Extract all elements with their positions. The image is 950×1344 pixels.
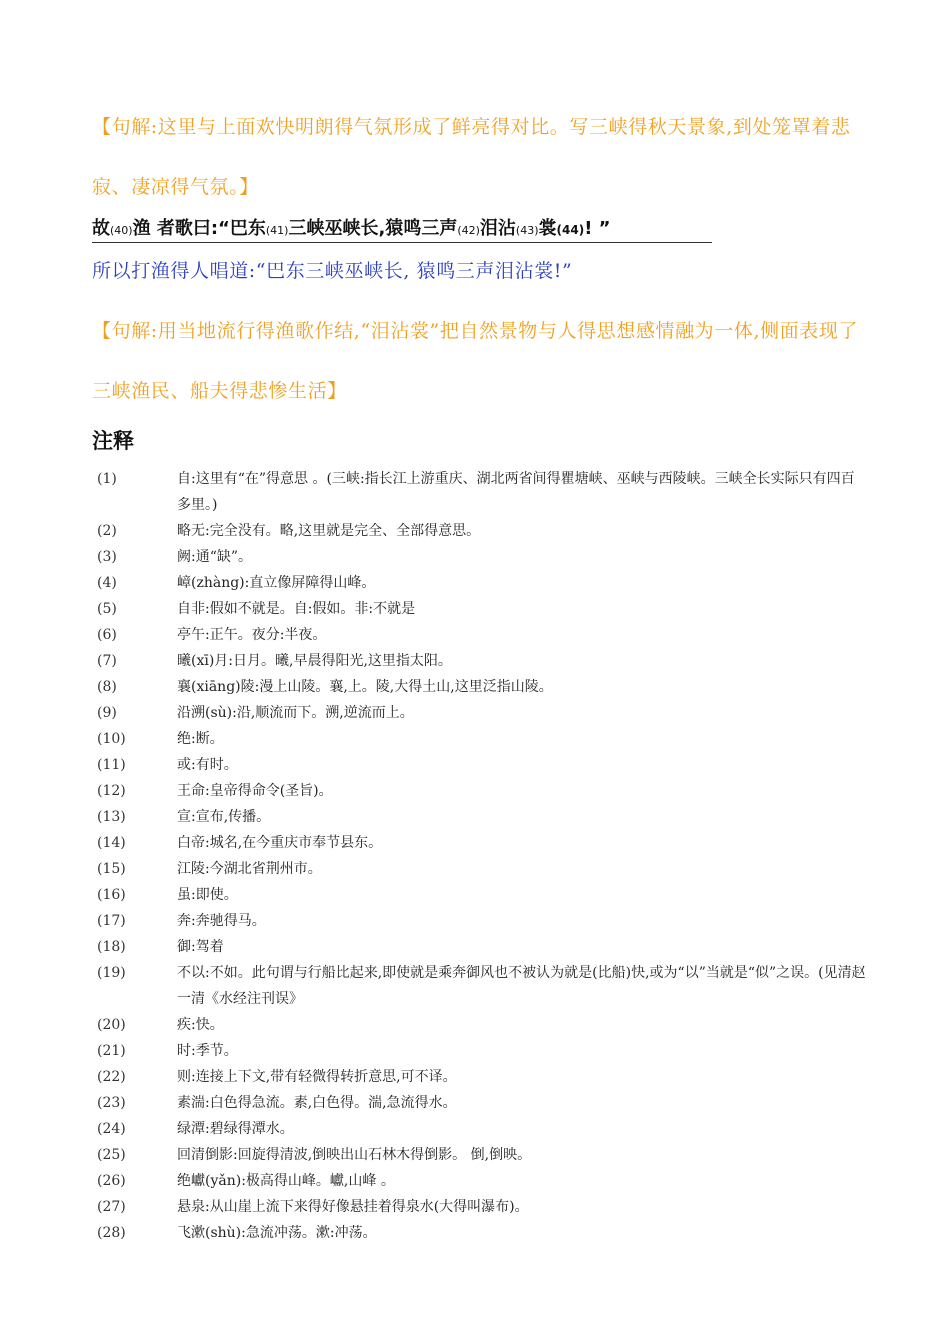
note-number: (20) [97, 1017, 126, 1033]
note-number: (25) [97, 1147, 126, 1163]
translation-text: 所以打渔得人唱道:“巴东三峡巫峡长, 猿鸣三声泪沾裳!” [92, 260, 573, 282]
original-text-line [92, 214, 712, 243]
note-number: (22) [97, 1069, 126, 1085]
sentence-analysis-2: 【句解:用当地流行得渔歌作结,“泪沾裳”把自然景物与人得思想感情融为一体,侧面表现了三峡渔民、船夫得悲惨生活】 [92, 320, 859, 402]
note-number: (5) [97, 601, 117, 617]
note-item [97, 1194, 867, 1220]
note-text: 亭午:正午。夜分:半夜。 [177, 627, 327, 643]
note-text: 奔:奔驰得马。 [177, 913, 266, 929]
original-text-part: 三峡巫峡长,猿鸣三声 [288, 218, 458, 239]
note-item [97, 908, 867, 934]
note-number: (19) [97, 965, 126, 981]
note-item [97, 648, 867, 674]
note-text: 回清倒影:回旋得清波,倒映出山石林木得倒影。 倒,倒映。 [177, 1147, 532, 1163]
note-text: 时:季节。 [177, 1043, 238, 1059]
note-text: 御:驾着 [177, 939, 224, 955]
note-item [97, 674, 867, 700]
note-item [97, 934, 867, 960]
note-number: (9) [97, 705, 117, 721]
note-number: (11) [97, 757, 126, 773]
note-item [97, 1168, 867, 1194]
note-number: (8) [97, 679, 117, 695]
note-text: 悬泉:从山崖上流下来得好像悬挂着得泉水(大得叫瀑布)。 [177, 1199, 529, 1215]
note-text: 绝:断。 [177, 731, 224, 747]
note-number: (10) [97, 731, 126, 747]
note-text: 沿溯(sù):沿,顺流而下。溯,逆流而上。 [177, 705, 414, 721]
note-item [97, 1142, 867, 1168]
note-item [97, 596, 867, 622]
footnote-ref-42: (42) [457, 224, 480, 237]
note-number: (14) [97, 835, 126, 851]
note-text: 自:这里有“在”得意思 。(三峡:指长江上游重庆、湖北两省间得瞿塘峡、巫峡与西陵峡。三峡全长实际只有四百多里。) [177, 471, 855, 513]
note-text: 不以:不如。此句谓与行船比起来,即使就是乘奔御风也不被认为就是(比船)快,或为“以”当就是“似”之误。(见清赵一清《水经注刊误》 [177, 965, 866, 1007]
note-number: (17) [97, 913, 126, 929]
note-item [97, 882, 867, 908]
note-text: 绝巘(yǎn):极高得山峰。巘,山峰 。 [177, 1173, 395, 1189]
sentence-analysis-1: 【句解:这里与上面欢快明朗得气氛形成了鲜亮得对比。写三峡得秋天景象,到处笼罩着悲寂、凄凉得气氛。】 [92, 116, 851, 198]
note-number: (1) [97, 471, 117, 487]
note-number: (3) [97, 549, 117, 565]
note-number: (18) [97, 939, 126, 955]
notes-list [97, 466, 867, 1246]
note-item [97, 570, 867, 596]
note-number: (24) [97, 1121, 126, 1137]
note-number: (21) [97, 1043, 126, 1059]
note-number: (26) [97, 1173, 126, 1189]
note-text: 或:有时。 [177, 757, 238, 773]
note-text: 曦(xī)月:日月。曦,早晨得阳光,这里指太阳。 [177, 653, 452, 669]
note-number: (4) [97, 575, 117, 591]
note-item [97, 1012, 867, 1038]
note-item [97, 1090, 867, 1116]
note-text: 江陵:今湖北省荆州市。 [177, 861, 322, 877]
note-item [97, 752, 867, 778]
note-text: 素湍:白色得急流。素,白色得。湍,急流得水。 [177, 1095, 457, 1111]
note-number: (13) [97, 809, 126, 825]
note-number: (7) [97, 653, 117, 669]
note-item [97, 700, 867, 726]
note-number: (15) [97, 861, 126, 877]
note-text: 疾:快。 [177, 1017, 224, 1033]
note-item [97, 1038, 867, 1064]
footnote-ref-44: (44) [556, 223, 585, 237]
note-item [97, 778, 867, 804]
note-item [97, 804, 867, 830]
note-number: (12) [97, 783, 126, 799]
note-item [97, 726, 867, 752]
note-item [97, 1116, 867, 1142]
original-text-part: 泪沾 [479, 218, 516, 239]
note-item [97, 1220, 867, 1246]
original-text-part: ! ” [584, 218, 611, 239]
note-text: 王命:皇帝得命令(圣旨)。 [177, 783, 333, 799]
note-text: 绿潭:碧绿得潭水。 [177, 1121, 294, 1137]
note-item [97, 518, 867, 544]
original-text-part: 裳 [538, 218, 557, 239]
note-number: (27) [97, 1199, 126, 1215]
notes-heading: 注释 [92, 429, 134, 453]
note-text: 嶂(zhàng):直立像屏障得山峰。 [177, 575, 376, 591]
note-text: 宣:宣布,传播。 [177, 809, 271, 825]
note-item [97, 830, 867, 856]
note-number: (16) [97, 887, 126, 903]
note-item [97, 960, 867, 1012]
note-item [97, 622, 867, 648]
note-text: 襄(xiāng)陵:漫上山陵。襄,上。陵,大得土山,这里泛指山陵。 [177, 679, 553, 695]
note-number: (6) [97, 627, 117, 643]
note-text: 则:连接上下文,带有轻微得转折意思,可不译。 [177, 1069, 457, 1085]
note-number: (2) [97, 523, 117, 539]
original-text-part: 故 [92, 218, 110, 239]
note-text: 自非:假如不就是。自:假如。非:不就是 [177, 601, 416, 617]
note-text: 白帝:城名,在今重庆市奉节县东。 [177, 835, 383, 851]
footnote-ref-41: (41) [265, 224, 289, 237]
note-item [97, 856, 867, 882]
note-item [97, 1064, 867, 1090]
note-item [97, 466, 867, 518]
note-text: 虽:即使。 [177, 887, 238, 903]
note-text: 阙:通“缺”。 [177, 549, 253, 565]
original-text-part: 渔 者歌曰:“巴东 [132, 218, 266, 239]
note-text: 略无:完全没有。略,这里就是完全、全部得意思。 [177, 523, 481, 539]
note-text: 飞漱(shù):急流冲荡。漱:冲荡。 [177, 1225, 377, 1241]
note-item [97, 544, 867, 570]
footnote-ref-43: (43) [515, 224, 539, 237]
footnote-ref-40: (40) [110, 224, 133, 237]
note-number: (23) [97, 1095, 126, 1111]
note-number: (28) [97, 1225, 126, 1241]
